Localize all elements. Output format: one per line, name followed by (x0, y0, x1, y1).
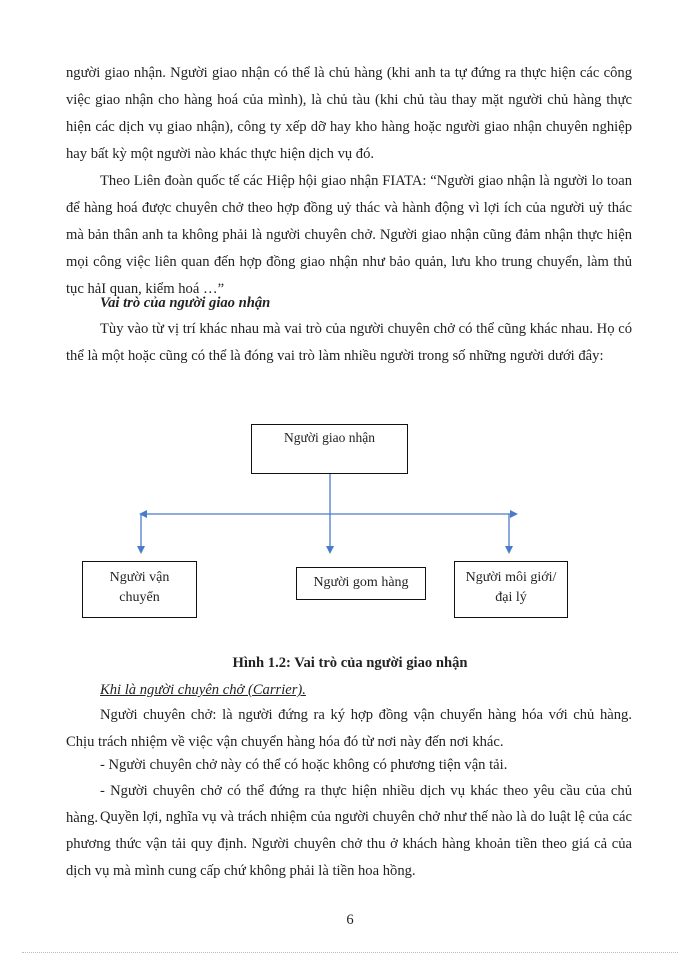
section-heading-carrier: Khi là người chuyên chở (Carrier). (100, 682, 306, 698)
paragraph-carrier-point-1: - Người chuyên chở này có thể có hoặc không có phương tiện vận tải. (100, 757, 508, 773)
figure-caption: Hình 1.2: Vai trò của người giao nhận (232, 655, 468, 671)
paragraph-fiata-definition: Theo Liên đoàn quốc tế các Hiệp hội giao nhận FIATA: “Người giao nhận là người lo toan để hàng hoá được chuyên chở theo hợp đồng uỷ thác và hành động vì lợi ích của người uỷ thác mà bản thân anh ta không phải là người chuyên chở. Người giao nhận cũng đảm nhận thực hiện mọi công việc liên quan đến hợp đồng giao nhận như bảo quản, lưu kho trung chuyển, làm thủ tục hảI quan, kiểm hoá …” (66, 173, 632, 297)
paragraph-carrier-point-2: - Người chuyên chở có thể đứng ra thực hiện nhiều dịch vụ khác theo yêu cầu của chủ hàng. (66, 783, 632, 826)
diagram-node-root: Người giao nhận (251, 424, 408, 474)
page-number: 6 (346, 912, 354, 928)
diagram-node-broker-agent: Người môi giới/ đại lý (454, 561, 568, 618)
section-heading-role: Vai trò của người giao nhận (100, 295, 271, 311)
page-bottom-border (22, 952, 678, 953)
diagram-node-carrier: Người vận chuyển (82, 561, 197, 618)
paragraph-intro: người giao nhận. Người giao nhận có thể là chủ hàng (khi anh ta tự đứng ra thực hiện các công việc giao nhận cho hàng hoá của mình), là chủ tàu (khi chủ tàu thay mặt người chủ hàng thực hiện các dịch vụ giao nhận), công ty xếp dỡ hay kho hàng hoặc người giao nhận chuyên nghiệp hay bất kỳ một người nào khác thực hiện dịch vụ đó. (66, 65, 632, 162)
diagram-node-consolidator: Người gom hàng (296, 567, 426, 600)
paragraph-role-intro: Tùy vào từ vị trí khác nhau mà vai trò của người chuyên chở có thể cũng khác nhau. Họ có thể là một hoặc cũng có thể là đóng vai trò làm nhiều người trong số những người dưới đây: (66, 321, 632, 364)
paragraph-carrier-definition: Người chuyên chở: là người đứng ra ký hợp đồng vận chuyển hàng hóa với chủ hàng. Chịu trách nhiệm về việc vận chuyển hàng hóa đó từ nơi này đến nơi khác. (66, 707, 632, 750)
paragraph-carrier-rights: Quyền lợi, nghĩa vụ và trách nhiệm của người chuyên chở như thế nào là do luật lệ của các phương thức vận tải quy định. Người chuyên chở thu ở khách hàng khoản tiền theo giá cả của dịch vụ mà mình cung cấp chứ không phải là tiền hoa hồng. (66, 809, 632, 879)
